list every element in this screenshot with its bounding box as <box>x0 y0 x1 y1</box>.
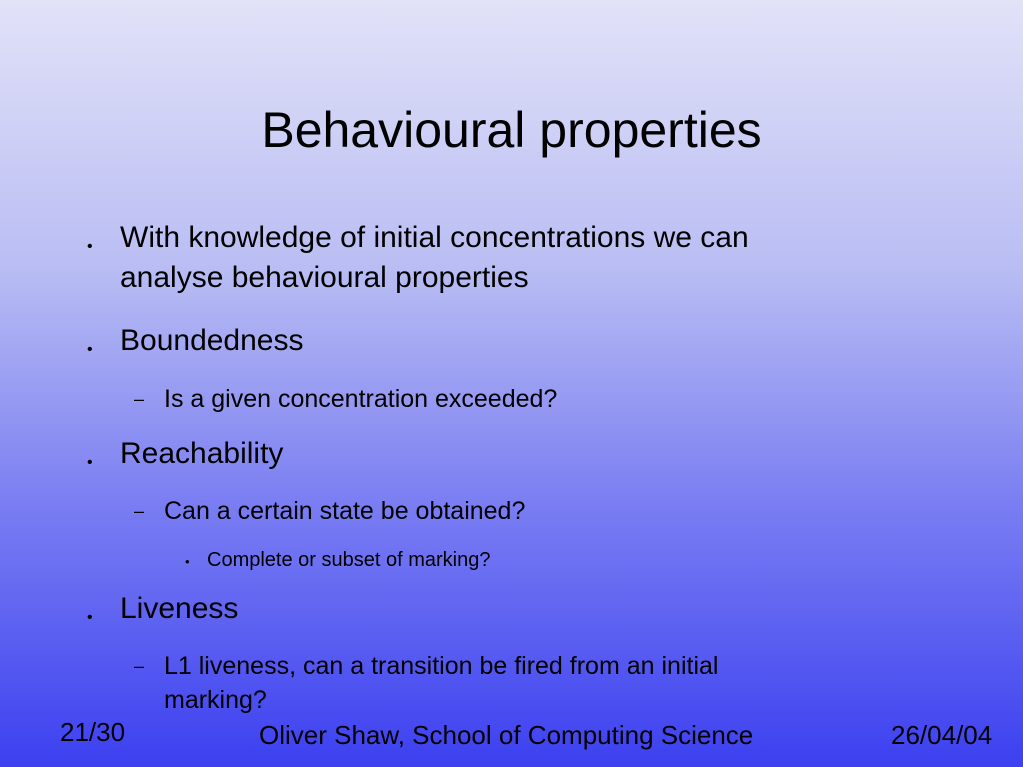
bullet-text: Liveness <box>120 592 239 625</box>
sub-item-text: Can a certain state be obtained? <box>164 497 526 525</box>
bullet-text-line-2: analyse behavioural properties <box>120 261 529 294</box>
sub-item-text-line-1: L1 liveness, can a transition be fired from an initial <box>164 652 719 680</box>
slide-title: Behavioural properties <box>261 102 762 158</box>
footer-date: 26/04/04 <box>891 720 993 750</box>
bullet-dot-icon: • <box>87 341 93 358</box>
bullet-text-line-1: With knowledge of initial concentrations we can <box>120 221 749 254</box>
bullet-text: Boundedness <box>120 324 304 357</box>
footer-author: Oliver Shaw, School of Computing Science <box>259 720 754 750</box>
sub-item-l1-liveness <box>134 649 719 717</box>
sub-sub-item-marking <box>185 547 491 573</box>
dash-bullet-icon: – <box>134 389 145 409</box>
slide-number: 21/30 <box>60 717 126 747</box>
bullet-dot-icon: • <box>87 238 93 255</box>
sub-item-concentration-exceeded <box>134 382 558 416</box>
sub-item-text: Is a given concentration exceeded? <box>164 385 558 413</box>
sub-sub-item-text: Complete or subset of marking? <box>207 549 491 571</box>
sub-item-text-line-2: marking? <box>164 686 267 714</box>
bullet-item-initial-concentrations <box>87 218 749 298</box>
bullet-dot-icon: • <box>87 454 93 471</box>
bullet-dot-icon: • <box>87 609 93 626</box>
bullet-item-reachability <box>87 434 284 474</box>
dash-bullet-icon: – <box>134 501 145 521</box>
bullet-dot-icon: • <box>185 554 190 569</box>
dash-bullet-icon: – <box>134 656 145 676</box>
bullet-item-boundedness <box>87 321 304 361</box>
sub-item-state-obtained <box>134 494 526 528</box>
bullet-item-liveness <box>87 589 239 629</box>
bullet-text: Reachability <box>120 437 284 470</box>
